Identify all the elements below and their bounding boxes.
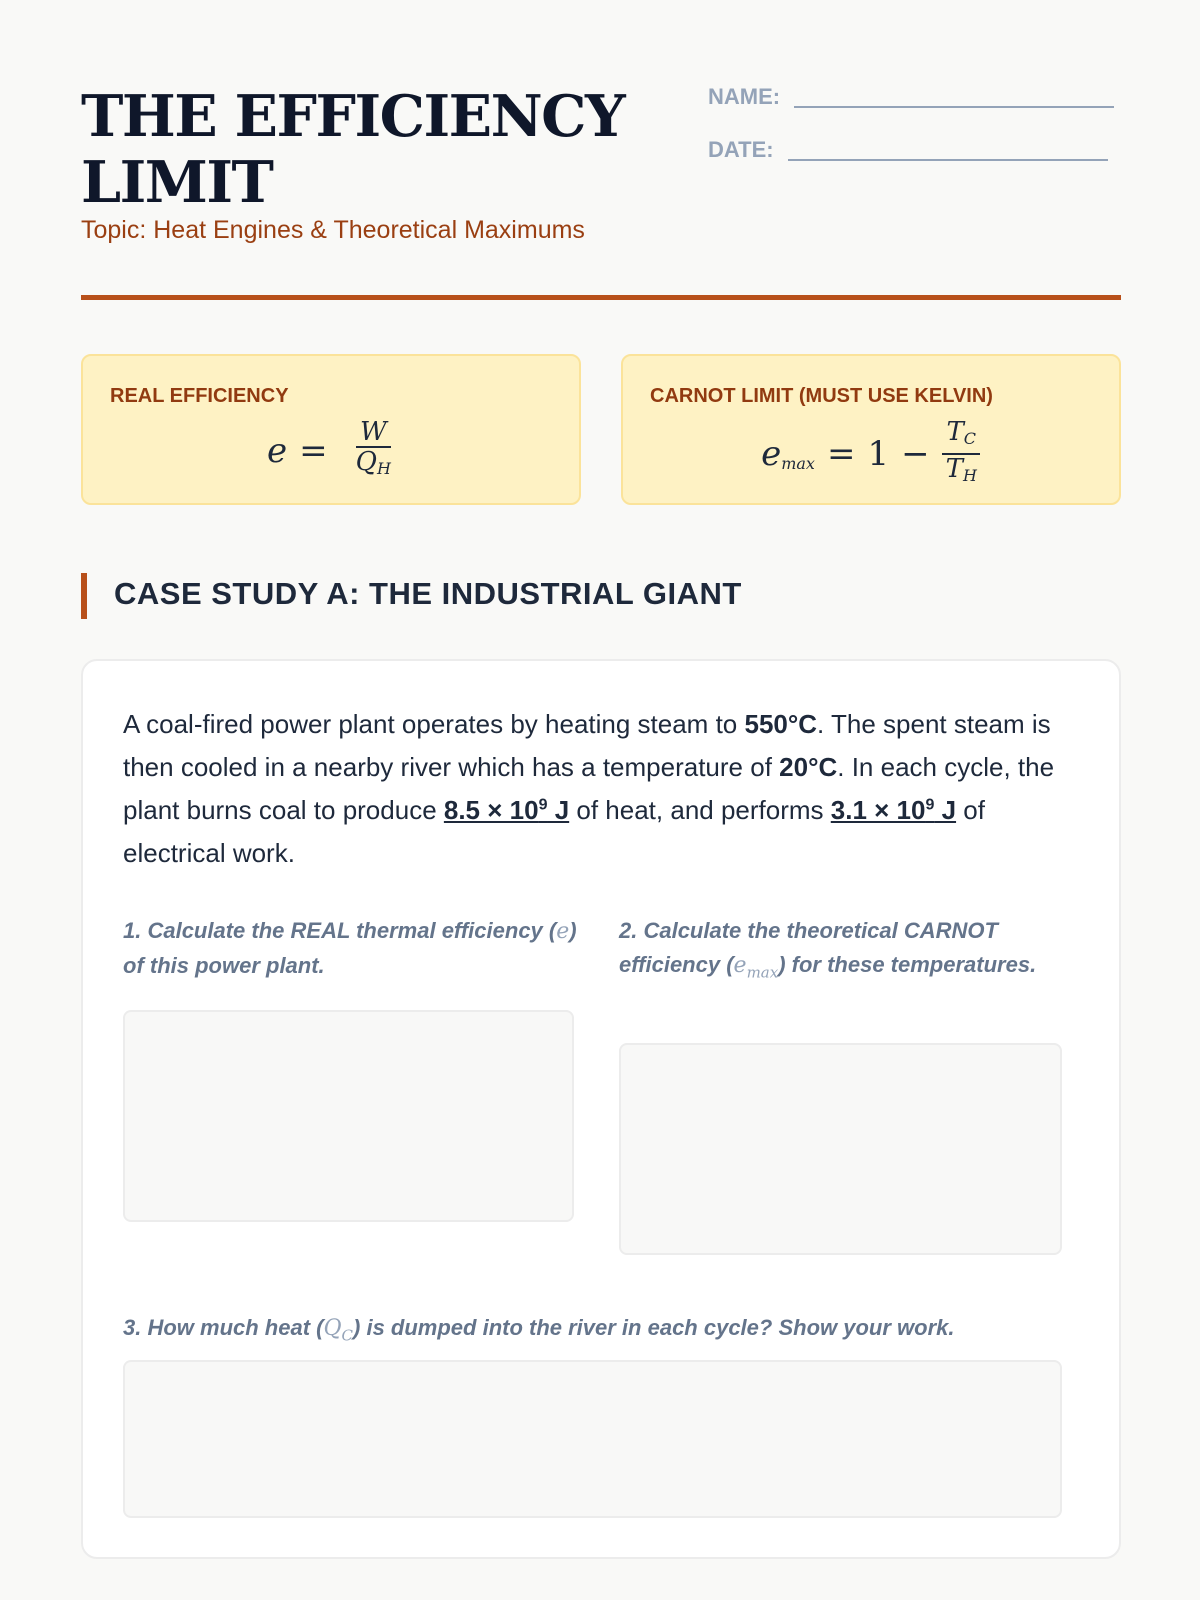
case-text-part: A coal-fired power plant operates by heating steam to — [123, 709, 745, 739]
question-text: ) of this power plant. — [123, 918, 577, 978]
fraction-denominator — [942, 455, 981, 490]
worksheet-topic: Topic: Heat Engines & Theoretical Maximums — [81, 216, 585, 244]
formula-equals: = — [826, 434, 856, 474]
case-study-text — [123, 703, 1073, 875]
denominator-main: T — [945, 454, 963, 484]
section-title: CASE STUDY A: THE INDUSTRIAL GIANT — [114, 576, 742, 611]
case-text-part: . The spent steam is then cooled in a nearby river which has a temperature of — [123, 709, 1051, 782]
lhs-sub: max — [781, 454, 815, 473]
denominator-sub: H — [962, 466, 977, 485]
formula-lhs — [761, 434, 815, 474]
question-2 — [619, 914, 1049, 989]
question-text: ) for these temperatures. — [778, 952, 1037, 977]
carnot-limit-formula — [623, 418, 1119, 490]
fraction-denominator — [352, 448, 395, 483]
heat-input-value — [444, 795, 569, 825]
date-label: DATE: — [708, 137, 774, 162]
answer-box-3[interactable] — [123, 1360, 1062, 1518]
question-3 — [123, 1311, 1083, 1352]
formula-minus: − — [901, 434, 930, 474]
worksheet-title: THE EFFICIENCY LIMIT — [81, 83, 625, 216]
heat-unit: J — [547, 795, 570, 825]
heat-exponent: 9 — [538, 796, 548, 814]
question-text: ) is dumped into the river in each cycle? Show your work. — [353, 1315, 955, 1340]
symbol-main: Q — [323, 1316, 342, 1341]
symbol-sub: C — [341, 1326, 354, 1345]
fraction-numerator — [942, 418, 980, 455]
work-output-value — [831, 795, 956, 825]
hot-temperature: 550°C — [744, 709, 818, 739]
cold-temperature: 20°C — [779, 752, 838, 782]
question-text: 1. Calculate the REAL thermal efficiency ( — [123, 918, 557, 943]
symbol-main: e — [733, 953, 747, 978]
symbol-sub: max — [746, 963, 779, 982]
question-text: 2. Calculate the theoretical CARNOT efficiency ( — [619, 918, 998, 977]
carnot-limit-card — [621, 354, 1121, 505]
carnot-limit-label: CARNOT LIMIT (MUST USE KELVIN) — [650, 385, 993, 407]
worksheet-header — [81, 0, 1121, 300]
formula-lhs: e — [267, 430, 288, 471]
question-symbol — [733, 953, 779, 982]
lhs-main: e — [761, 434, 782, 474]
formula-one: 1 — [867, 434, 890, 474]
date-field[interactable] — [708, 137, 1108, 163]
case-text-part: of electrical work. — [123, 795, 985, 868]
answer-box-1[interactable] — [123, 1010, 574, 1222]
work-base: 3.1 × 10 — [830, 795, 926, 825]
question-text: 3. How much heat ( — [123, 1315, 324, 1340]
formula-fraction — [352, 418, 395, 483]
case-text-part: of heat, and performs — [569, 795, 831, 825]
formula-equals: = — [299, 430, 328, 471]
question-1 — [123, 914, 583, 983]
denominator-main: Q — [355, 447, 377, 477]
fraction-numerator: W — [356, 418, 391, 448]
numerator-main: T — [946, 417, 964, 447]
question-symbol — [323, 1316, 354, 1345]
work-unit: J — [934, 795, 957, 825]
name-label: NAME: — [708, 84, 781, 109]
work-exponent: 9 — [925, 796, 935, 814]
real-efficiency-card — [81, 354, 581, 505]
denominator-sub: H — [377, 459, 391, 478]
date-line[interactable] — [788, 159, 1108, 161]
formula-fraction — [942, 418, 981, 490]
answer-box-2[interactable] — [619, 1043, 1062, 1255]
heat-base: 8.5 × 10 — [443, 795, 539, 825]
header-divider — [81, 295, 1121, 300]
case-study-card — [81, 659, 1121, 1559]
real-efficiency-formula — [83, 418, 579, 483]
section-accent-bar — [81, 573, 87, 619]
real-efficiency-label: REAL EFFICIENCY — [110, 385, 289, 407]
name-field[interactable] — [708, 84, 1114, 110]
name-line[interactable] — [794, 106, 1114, 108]
numerator-sub: C — [963, 429, 977, 448]
question-symbol: e — [556, 919, 570, 944]
case-text-part: . In each cycle, the plant burns coal to produce — [123, 752, 1055, 825]
